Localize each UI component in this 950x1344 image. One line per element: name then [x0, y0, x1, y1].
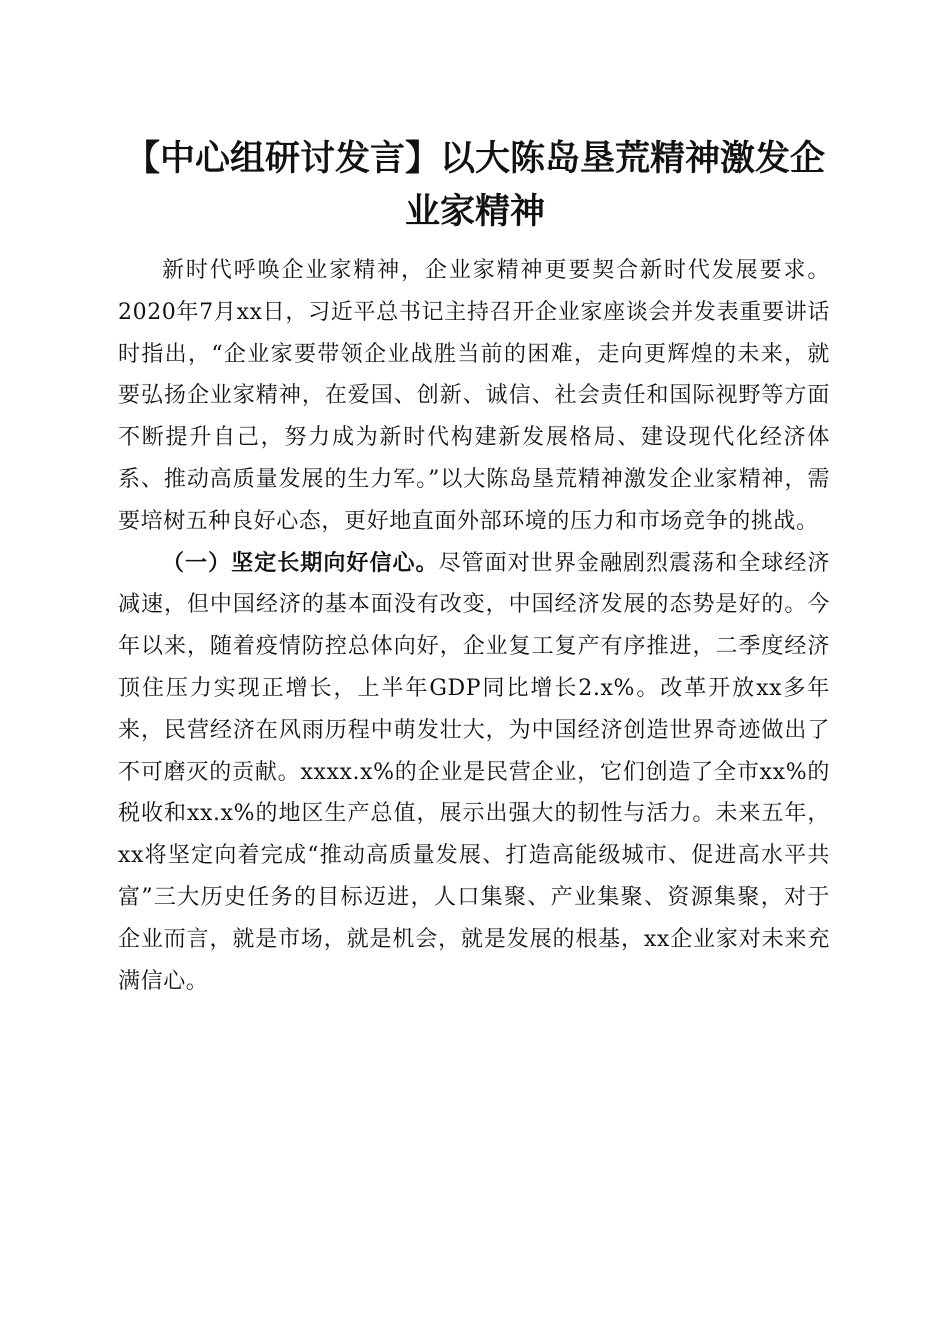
section-1-heading: （一）坚定长期向好信心。: [162, 549, 439, 576]
title-line-1: 【中心组研讨发言】以大陈岛垦荒精神激发企: [124, 138, 825, 179]
section-1-text: 尽管面对世界金融剧烈震荡和全球经济减速，但中国经济的基本面没有改变，中国经济发展的态势是好的。今年以来，随着疫情防控总体向好，企业复工复产有序推进，二季度经济顶住压力实现正增长，上半年GDP同比增长2.x%。改革开放xx多年来，民营经济在风雨历程中萌发壮大，为中国经济创造世界奇迹做出了不可磨灭的贡献。xxxx.x%的企业是民营企业，它们创造了全市xx%的税收和xx.x%的地区生产总值，展示出强大的韧性与活力。未来五年，xx将坚定向着完成“推动高质量发展、打造高能级城市、促进高水平共富”三大历史任务的目标迈进，人口集聚、产业集聚、资源集聚，对于企业而言，就是市场，就是机会，就是发展的根基，xx企业家对未来充满信心。: [118, 550, 831, 994]
document-title: [100, 132, 850, 238]
title-line-2: 业家精神: [404, 191, 545, 232]
paragraph-section-1: [118, 543, 830, 1003]
document-body: [118, 250, 830, 1002]
paragraph-intro: 新时代呼唤企业家精神，企业家精神更要契合新时代发展要求。2020年7月xx日，习近平总书记主持召开企业家座谈会并发表重要讲话时指出，“企业家要带领企业战胜当前的困难，走向更辉煌的未来，就要弘扬企业家精神，在爱国、创新、诚信、社会责任和国际视野等方面不断提升自己，努力成为新时代构建新发展格局、建设现代化经济体系、推动高质量发展的生力军。”以大陈岛垦荒精神激发企业家精神，需要培树五种良好心态，更好地直面外部环境的压力和市场竞争的挑战。: [118, 258, 830, 534]
